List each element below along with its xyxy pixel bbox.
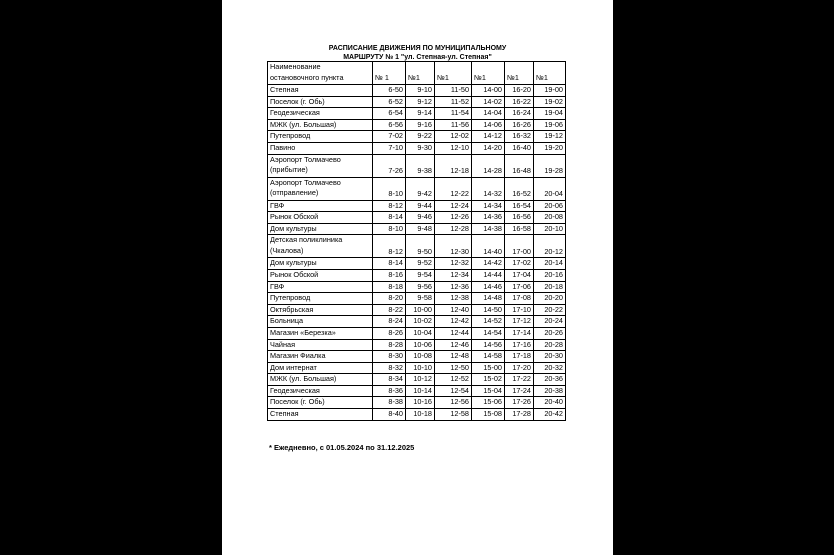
stop-name-cell: Аэропорт Толмачево (отправление) <box>268 177 373 200</box>
header-col-2: №1 <box>406 62 435 85</box>
time-cell: 11-50 <box>435 85 472 97</box>
table-row <box>268 131 566 143</box>
time-cell: 14-46 <box>472 281 505 293</box>
time-cell: 9-14 <box>406 108 435 120</box>
time-cell: 12-48 <box>435 351 472 363</box>
time-cell: 9-58 <box>406 293 435 305</box>
time-cell: 14-50 <box>472 304 505 316</box>
time-cell: 14-36 <box>472 212 505 224</box>
time-cell: 6-52 <box>373 96 406 108</box>
time-cell: 14-40 <box>472 235 505 258</box>
time-cell: 12-38 <box>435 293 472 305</box>
time-cell: 17-00 <box>505 235 534 258</box>
time-cell: 17-18 <box>505 351 534 363</box>
time-cell: 20-22 <box>534 304 566 316</box>
time-cell: 12-44 <box>435 327 472 339</box>
time-cell: 6-56 <box>373 119 406 131</box>
time-cell: 12-18 <box>435 154 472 177</box>
header-col-5: №1 <box>505 62 534 85</box>
time-cell: 20-24 <box>534 316 566 328</box>
time-cell: 7-10 <box>373 142 406 154</box>
time-cell: 8-26 <box>373 327 406 339</box>
time-cell: 12-32 <box>435 258 472 270</box>
time-cell: 20-36 <box>534 374 566 386</box>
time-cell: 8-14 <box>373 258 406 270</box>
table-row <box>268 108 566 120</box>
table-row <box>268 200 566 212</box>
time-cell: 19-04 <box>534 108 566 120</box>
time-cell: 19-28 <box>534 154 566 177</box>
time-cell: 9-16 <box>406 119 435 131</box>
time-cell: 14-48 <box>472 293 505 305</box>
time-cell: 8-20 <box>373 293 406 305</box>
time-cell: 15-08 <box>472 409 505 421</box>
time-cell: 10-04 <box>406 327 435 339</box>
time-cell: 17-02 <box>505 258 534 270</box>
time-cell: 20-04 <box>534 177 566 200</box>
time-cell: 9-50 <box>406 235 435 258</box>
header-col-4: №1 <box>472 62 505 85</box>
stop-name-cell: Поселок (г. Обь) <box>268 397 373 409</box>
stop-name-cell: Чайная <box>268 339 373 351</box>
time-cell: 12-10 <box>435 142 472 154</box>
table-row <box>268 269 566 281</box>
time-cell: 7-26 <box>373 154 406 177</box>
time-cell: 20-12 <box>534 235 566 258</box>
table-row <box>268 235 566 258</box>
time-cell: 17-14 <box>505 327 534 339</box>
time-cell: 14-38 <box>472 223 505 235</box>
time-cell: 20-28 <box>534 339 566 351</box>
time-cell: 14-44 <box>472 269 505 281</box>
time-cell: 12-28 <box>435 223 472 235</box>
table-row <box>268 212 566 224</box>
time-cell: 12-26 <box>435 212 472 224</box>
time-cell: 10-14 <box>406 385 435 397</box>
stop-name-cell: Поселок (г. Обь) <box>268 96 373 108</box>
stop-name-cell: Октябрьская <box>268 304 373 316</box>
time-cell: 19-06 <box>534 119 566 131</box>
stop-name-cell: Дом культуры <box>268 223 373 235</box>
footnote: * Ежедневно, с 01.05.2024 по 31.12.2025 <box>269 443 415 452</box>
time-cell: 20-32 <box>534 362 566 374</box>
time-cell: 11-54 <box>435 108 472 120</box>
time-cell: 8-16 <box>373 269 406 281</box>
time-cell: 20-06 <box>534 200 566 212</box>
time-cell: 17-28 <box>505 409 534 421</box>
time-cell: 14-42 <box>472 258 505 270</box>
time-cell: 7-02 <box>373 131 406 143</box>
time-cell: 9-44 <box>406 200 435 212</box>
time-cell: 15-06 <box>472 397 505 409</box>
time-cell: 12-40 <box>435 304 472 316</box>
time-cell: 17-16 <box>505 339 534 351</box>
time-cell: 16-26 <box>505 119 534 131</box>
header-col-6: №1 <box>534 62 566 85</box>
time-cell: 12-24 <box>435 200 472 212</box>
time-cell: 12-02 <box>435 131 472 143</box>
time-cell: 8-32 <box>373 362 406 374</box>
time-cell: 9-10 <box>406 85 435 97</box>
time-cell: 20-16 <box>534 269 566 281</box>
time-cell: 16-20 <box>505 85 534 97</box>
time-cell: 14-06 <box>472 119 505 131</box>
table-header-row <box>268 62 566 85</box>
time-cell: 20-38 <box>534 385 566 397</box>
time-cell: 9-56 <box>406 281 435 293</box>
time-cell: 20-30 <box>534 351 566 363</box>
time-cell: 9-42 <box>406 177 435 200</box>
stop-name-cell: Детская поликлиника (Чкалова) <box>268 235 373 258</box>
time-cell: 20-40 <box>534 397 566 409</box>
time-cell: 16-32 <box>505 131 534 143</box>
time-cell: 17-22 <box>505 374 534 386</box>
time-cell: 10-10 <box>406 362 435 374</box>
stop-name-cell: МЖК (ул. Большая) <box>268 374 373 386</box>
table-row <box>268 385 566 397</box>
time-cell: 20-14 <box>534 258 566 270</box>
schedule-table <box>267 61 566 421</box>
table-row <box>268 327 566 339</box>
time-cell: 8-24 <box>373 316 406 328</box>
time-cell: 8-36 <box>373 385 406 397</box>
time-cell: 10-12 <box>406 374 435 386</box>
time-cell: 17-06 <box>505 281 534 293</box>
time-cell: 16-54 <box>505 200 534 212</box>
time-cell: 11-52 <box>435 96 472 108</box>
table-row <box>268 374 566 386</box>
time-cell: 9-12 <box>406 96 435 108</box>
time-cell: 20-08 <box>534 212 566 224</box>
time-cell: 8-40 <box>373 409 406 421</box>
table-row <box>268 293 566 305</box>
time-cell: 9-54 <box>406 269 435 281</box>
time-cell: 12-30 <box>435 235 472 258</box>
time-cell: 16-56 <box>505 212 534 224</box>
table-row <box>268 142 566 154</box>
time-cell: 9-38 <box>406 154 435 177</box>
time-cell: 9-48 <box>406 223 435 235</box>
time-cell: 12-50 <box>435 362 472 374</box>
stop-name-cell: МЖК (ул. Большая) <box>268 119 373 131</box>
table-row <box>268 258 566 270</box>
time-cell: 16-22 <box>505 96 534 108</box>
stop-name-cell: Путепровод <box>268 131 373 143</box>
title-line-2: МАРШРУТУ № 1 "ул. Степная-ул. Степная" <box>343 54 492 61</box>
time-cell: 15-00 <box>472 362 505 374</box>
time-cell: 10-08 <box>406 351 435 363</box>
time-cell: 20-10 <box>534 223 566 235</box>
time-cell: 12-56 <box>435 397 472 409</box>
time-cell: 15-04 <box>472 385 505 397</box>
time-cell: 14-32 <box>472 177 505 200</box>
table-row <box>268 177 566 200</box>
time-cell: 14-00 <box>472 85 505 97</box>
time-cell: 14-34 <box>472 200 505 212</box>
time-cell: 20-20 <box>534 293 566 305</box>
time-cell: 9-22 <box>406 131 435 143</box>
time-cell: 8-10 <box>373 177 406 200</box>
stop-name-cell: Степная <box>268 409 373 421</box>
stop-name-cell: Геодезическая <box>268 385 373 397</box>
time-cell: 12-42 <box>435 316 472 328</box>
table-row <box>268 316 566 328</box>
time-cell: 20-18 <box>534 281 566 293</box>
time-cell: 8-12 <box>373 235 406 258</box>
time-cell: 9-46 <box>406 212 435 224</box>
stop-name-cell: Геодезическая <box>268 108 373 120</box>
table-row <box>268 85 566 97</box>
time-cell: 8-18 <box>373 281 406 293</box>
time-cell: 15-02 <box>472 374 505 386</box>
stop-name-cell: Магазин Фиалка <box>268 351 373 363</box>
time-cell: 8-12 <box>373 200 406 212</box>
time-cell: 20-26 <box>534 327 566 339</box>
stop-name-cell: Дом культуры <box>268 258 373 270</box>
time-cell: 9-30 <box>406 142 435 154</box>
time-cell: 17-20 <box>505 362 534 374</box>
time-cell: 14-52 <box>472 316 505 328</box>
time-cell: 17-04 <box>505 269 534 281</box>
time-cell: 6-50 <box>373 85 406 97</box>
document-page <box>222 0 613 555</box>
time-cell: 10-06 <box>406 339 435 351</box>
time-cell: 17-26 <box>505 397 534 409</box>
time-cell: 20-42 <box>534 409 566 421</box>
time-cell: 8-30 <box>373 351 406 363</box>
time-cell: 10-00 <box>406 304 435 316</box>
document-title <box>222 44 613 62</box>
time-cell: 12-34 <box>435 269 472 281</box>
time-cell: 19-12 <box>534 131 566 143</box>
stop-name-cell: Магазин «Березка» <box>268 327 373 339</box>
table-row <box>268 119 566 131</box>
time-cell: 17-12 <box>505 316 534 328</box>
time-cell: 19-00 <box>534 85 566 97</box>
table-row <box>268 223 566 235</box>
time-cell: 19-02 <box>534 96 566 108</box>
time-cell: 6-54 <box>373 108 406 120</box>
time-cell: 17-10 <box>505 304 534 316</box>
stop-name-cell: Больница <box>268 316 373 328</box>
time-cell: 12-58 <box>435 409 472 421</box>
time-cell: 16-52 <box>505 177 534 200</box>
time-cell: 12-52 <box>435 374 472 386</box>
time-cell: 17-24 <box>505 385 534 397</box>
header-col-3: №1 <box>435 62 472 85</box>
table-row <box>268 362 566 374</box>
time-cell: 14-28 <box>472 154 505 177</box>
table-row <box>268 304 566 316</box>
stop-name-cell: Рынок Обской <box>268 269 373 281</box>
header-stop-label: Наименование остановочного пункта <box>268 62 373 85</box>
table-row <box>268 351 566 363</box>
table-row <box>268 154 566 177</box>
time-cell: 12-46 <box>435 339 472 351</box>
time-cell: 9-52 <box>406 258 435 270</box>
time-cell: 8-28 <box>373 339 406 351</box>
time-cell: 8-38 <box>373 397 406 409</box>
time-cell: 8-22 <box>373 304 406 316</box>
stop-name-cell: Дом интернат <box>268 362 373 374</box>
time-cell: 14-56 <box>472 339 505 351</box>
time-cell: 10-16 <box>406 397 435 409</box>
time-cell: 14-20 <box>472 142 505 154</box>
time-cell: 10-02 <box>406 316 435 328</box>
stop-name-cell: Рынок Обской <box>268 212 373 224</box>
time-cell: 14-54 <box>472 327 505 339</box>
stop-name-cell: Степная <box>268 85 373 97</box>
time-cell: 8-14 <box>373 212 406 224</box>
time-cell: 16-40 <box>505 142 534 154</box>
table-row <box>268 339 566 351</box>
table-row <box>268 397 566 409</box>
time-cell: 16-48 <box>505 154 534 177</box>
time-cell: 8-10 <box>373 223 406 235</box>
time-cell: 10-18 <box>406 409 435 421</box>
stop-name-cell: ГВФ <box>268 281 373 293</box>
time-cell: 17-08 <box>505 293 534 305</box>
time-cell: 16-58 <box>505 223 534 235</box>
stop-name-cell: Павино <box>268 142 373 154</box>
time-cell: 12-36 <box>435 281 472 293</box>
title-line-1: РАСПИСАНИЕ ДВИЖЕНИЯ ПО МУНИЦИПАЛЬНОМУ <box>328 45 507 52</box>
time-cell: 12-22 <box>435 177 472 200</box>
time-cell: 19-20 <box>534 142 566 154</box>
stop-name-cell: Аэропорт Толмачево (прибытие) <box>268 154 373 177</box>
table-row <box>268 409 566 421</box>
time-cell: 14-02 <box>472 96 505 108</box>
time-cell: 12-54 <box>435 385 472 397</box>
stop-name-cell: ГВФ <box>268 200 373 212</box>
table-row <box>268 281 566 293</box>
header-col-1: № 1 <box>373 62 406 85</box>
time-cell: 16-24 <box>505 108 534 120</box>
table-row <box>268 96 566 108</box>
time-cell: 8-34 <box>373 374 406 386</box>
time-cell: 14-58 <box>472 351 505 363</box>
time-cell: 14-04 <box>472 108 505 120</box>
stop-name-cell: Путепровод <box>268 293 373 305</box>
time-cell: 14-12 <box>472 131 505 143</box>
time-cell: 11-56 <box>435 119 472 131</box>
